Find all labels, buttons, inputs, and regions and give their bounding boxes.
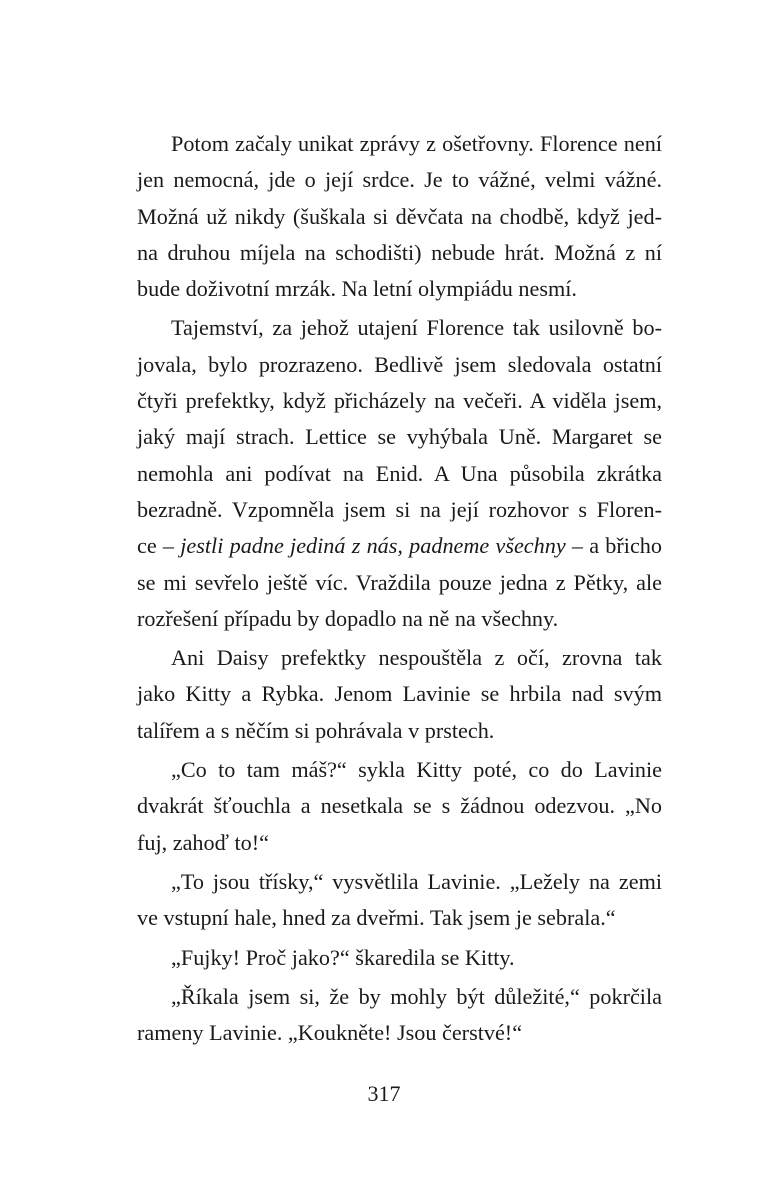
text-line: na druhou míjela na schodišti) nebude hrát. Možná z ní — [137, 239, 662, 265]
text-line: fuj, zahoď to!“ — [137, 829, 270, 855]
text-line: ve vstupní hale, hned za dveřmi. Tak jsem je sebrala.“ — [137, 905, 616, 931]
paragraph-2 — [137, 310, 662, 637]
text-line: jen nemocná, jde o její srdce. Je to vážné, velmi vážné. — [137, 167, 662, 193]
text-line: talířem a s něčím si pohrávala v prstech. — [137, 717, 495, 743]
text-line: Tajemství, za jehož utajení Florence tak usilovně bo- — [171, 315, 662, 341]
paragraph-1 — [137, 126, 662, 307]
italic-quote: jestli padne jediná z nás, padneme všechny — [180, 533, 566, 559]
paragraph-5 — [137, 864, 662, 937]
text-line: čtyři prefektky, když přicházely na večeři. A viděla jsem, — [137, 388, 662, 414]
text-line: „Fujky! Proč jako?“ škaredila se Kitty. — [171, 944, 515, 970]
text-segment: ce – — [137, 533, 181, 559]
text-line: jako Kitty a Rybka. Jenom Lavinie se hrbila nad svým — [137, 681, 662, 707]
text-line: rameny Lavinie. „Koukněte! Jsou čerstvé!“ — [137, 1020, 523, 1046]
paragraph-3 — [137, 640, 662, 749]
text-line: se mi sevřelo ještě víc. Vraždila pouze jedna z Pětky, ale — [137, 569, 662, 595]
text-line-with-italic — [137, 528, 662, 564]
text-line: Potom začaly unikat zprávy z ošetřovny. Florence není — [171, 131, 662, 156]
text-line: rozřešení případu by dopadlo na ně na všechny. — [137, 605, 559, 631]
text-line: nemohla ani podívat na Enid. A Una působila zkrátka — [137, 460, 662, 486]
text-line: jaký mají strach. Lettice se vyhýbala Uně. Margaret se — [137, 424, 662, 450]
page-number: 317 — [367, 1081, 401, 1106]
text-line: „To jsou třísky,“ vysvětlila Lavinie. „Ležely na zemi — [171, 868, 662, 894]
paragraph-4 — [137, 752, 662, 861]
text-line: Ani Daisy prefektky nespouštěla z očí, zrovna tak — [171, 645, 662, 671]
text-line: jovala, bylo prozrazeno. Bedlivě jsem sledovala ostatní — [137, 351, 662, 377]
text-line: bude doživotní mrzák. Na letní olympiádu nesmí. — [137, 276, 577, 302]
text-line: dvakrát šťouchla a nesetkala se s žádnou odezvou. „No — [137, 793, 662, 819]
text-line: „Co to tam máš?“ sykla Kitty poté, co do Lavinie — [171, 757, 662, 783]
text-line: „Říkala jsem si, že by mohly být důležité,“ pokrčila — [171, 983, 662, 1009]
text-line: bezradně. Vzpomněla jsem si na její rozhovor s Floren- — [137, 496, 662, 522]
text-line: Možná už nikdy (šuškala si děvčata na chodbě, když jed- — [137, 203, 662, 229]
paragraph-6 — [137, 940, 662, 976]
paragraph-7 — [137, 979, 662, 1052]
text-segment: – a břicho — [565, 533, 662, 559]
book-page-text — [137, 126, 662, 1051]
